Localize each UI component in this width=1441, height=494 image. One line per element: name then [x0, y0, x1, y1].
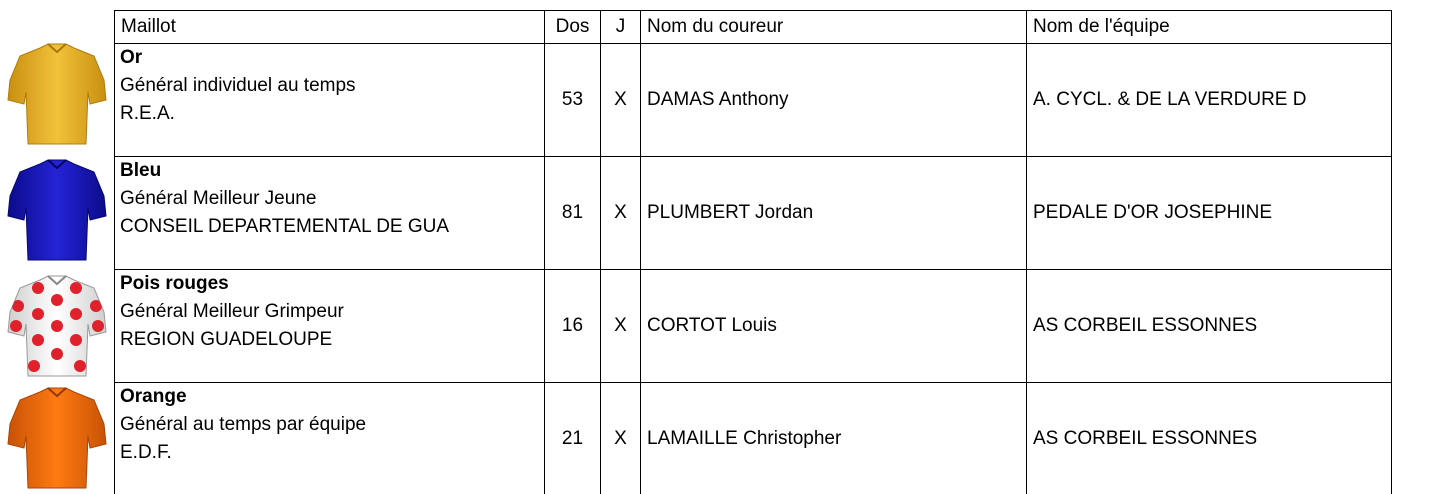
header-row: [115, 11, 1392, 44]
jersey-name: Bleu: [120, 160, 162, 181]
team-name: A. CYCL. & DE LA VERDURE D: [1027, 44, 1392, 157]
bib-number: 53: [545, 44, 601, 157]
maillot-cell: [115, 270, 545, 383]
bib-number: 21: [545, 383, 601, 494]
classification-name: Général au temps par équipe: [120, 414, 367, 435]
j-mark: X: [601, 383, 641, 494]
team-name: PEDALE D'OR JOSEPHINE: [1027, 157, 1392, 270]
maillot-cell: [115, 157, 545, 270]
header-maillot: Maillot: [115, 11, 545, 44]
j-mark: X: [601, 157, 641, 270]
maillot-cell: [115, 44, 545, 157]
maillot-cell: [115, 383, 545, 494]
classification-table: [114, 10, 1392, 494]
sponsor-name: E.D.F.: [120, 442, 172, 463]
jersey-name: Orange: [120, 386, 187, 407]
j-mark: X: [601, 270, 641, 383]
team-name: AS CORBEIL ESSONNES: [1027, 383, 1392, 494]
j-mark: X: [601, 44, 641, 157]
sponsor-name: REGION GUADELOUPE: [120, 329, 333, 350]
classification-name: Général Meilleur Jeune: [120, 188, 317, 209]
header-team: Nom de l'équipe: [1027, 11, 1392, 44]
table-row: [115, 383, 1392, 494]
table-row: [115, 44, 1392, 157]
bib-number: 16: [545, 270, 601, 383]
sponsor-name: R.E.A.: [120, 103, 175, 124]
header-dos: Dos: [545, 11, 601, 44]
classification-name: Général individuel au temps: [120, 75, 356, 96]
rider-name: CORTOT Louis: [641, 270, 1027, 383]
header-rider: Nom du coureur: [641, 11, 1027, 44]
classification-name: Général Meilleur Grimpeur: [120, 301, 344, 322]
jersey-name: Pois rouges: [120, 273, 229, 294]
table-row: [115, 270, 1392, 383]
header-j: J: [601, 11, 641, 44]
blue-jersey-icon: [4, 156, 110, 264]
rider-name: LAMAILLE Christopher: [641, 383, 1027, 494]
team-name: AS CORBEIL ESSONNES: [1027, 270, 1392, 383]
polka-dot-jersey-icon: [4, 272, 110, 380]
table-row: [115, 157, 1392, 270]
yellow-jersey-icon: [4, 40, 110, 148]
rider-name: DAMAS Anthony: [641, 44, 1027, 157]
jersey-name: Or: [120, 47, 143, 68]
sponsor-name: CONSEIL DEPARTEMENTAL DE GUA: [120, 216, 450, 237]
rider-name: PLUMBERT Jordan: [641, 157, 1027, 270]
bib-number: 81: [545, 157, 601, 270]
orange-jersey-icon: [4, 384, 110, 492]
